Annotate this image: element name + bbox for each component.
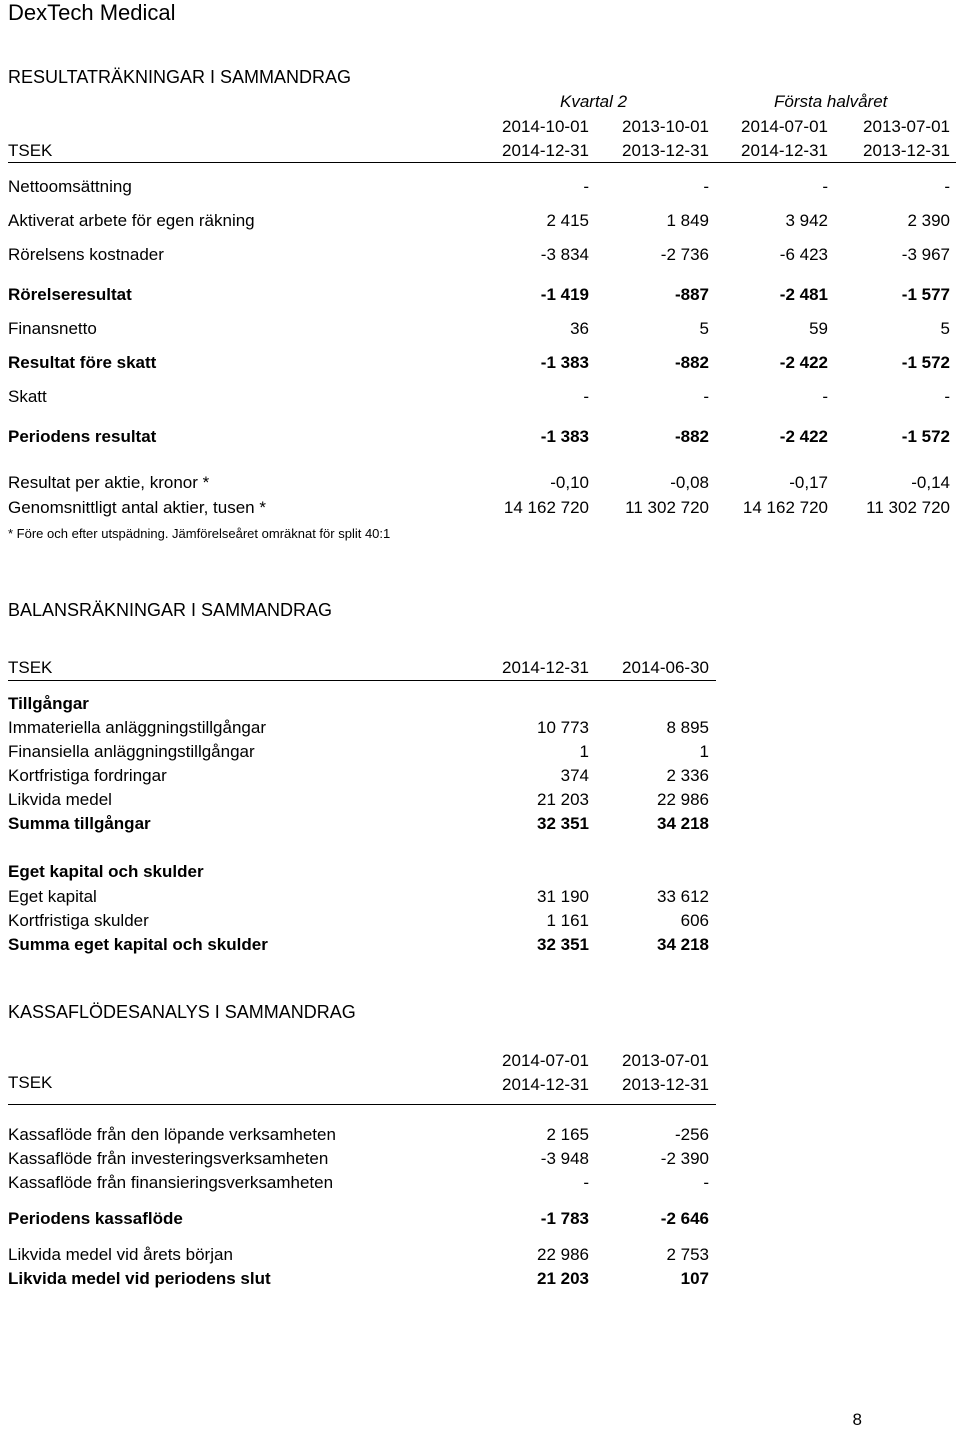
row-label: Kortfristiga skulder	[8, 911, 149, 930]
row-value: 1 161	[546, 911, 589, 930]
footnote: * Före och efter utspädning. Jämförelseåret omräknat för split 40:1	[8, 526, 391, 541]
row-value: 22 986	[537, 1245, 589, 1264]
row-label: Kassaflöde från investeringsverksamheten	[8, 1149, 329, 1168]
row-value: 2 336	[666, 766, 709, 785]
row-value: -1 572	[901, 427, 950, 446]
col-from: 2013-10-01	[622, 117, 709, 136]
row-value: 22 986	[657, 790, 709, 809]
row-value: 5	[940, 319, 950, 338]
row-value: -	[944, 177, 950, 196]
row-label: Likvida medel vid periodens slut	[8, 1269, 271, 1288]
row-label: Kassaflöde från finansieringsverksamheten	[8, 1173, 334, 1192]
row-value: -	[583, 1173, 589, 1192]
row-label: Kassaflöde från den löpande verksamheten	[8, 1125, 336, 1144]
row-value: 10 773	[537, 718, 589, 737]
unit-label: TSEK	[8, 141, 53, 160]
row-value: 33 612	[657, 887, 709, 906]
row-value: 59	[809, 319, 828, 338]
col-to: 2014-12-31	[502, 1075, 589, 1094]
row-value: -256	[674, 1125, 709, 1144]
row-value: 1	[579, 742, 589, 761]
cashflow-title: KASSAFLÖDESANALYS I SAMMANDRAG	[8, 1002, 356, 1022]
row-value: -6 423	[779, 245, 828, 264]
row-value: -882	[674, 353, 709, 372]
row-value: 606	[680, 911, 709, 930]
section-heading: Eget kapital och skulder	[8, 862, 204, 881]
row-value: 2 753	[666, 1245, 709, 1264]
row-label: Finansnetto	[8, 319, 97, 338]
row-value: 21 203	[537, 1269, 589, 1288]
row-label: Resultat per aktie, kronor *	[8, 473, 210, 492]
section-heading: Tillgångar	[8, 694, 89, 713]
col-from: 2014-10-01	[502, 117, 589, 136]
row-label: Aktiverat arbete för egen räkning	[8, 211, 255, 230]
row-value: 2 415	[546, 211, 589, 230]
row-value: -3 834	[540, 245, 589, 264]
row-label: Summa tillgångar	[8, 814, 151, 833]
col-date: 2014-12-31	[502, 658, 589, 677]
row-value: 31 190	[537, 887, 589, 906]
col-date: 2014-06-30	[622, 658, 709, 677]
row-label: Summa eget kapital och skulder	[8, 935, 268, 954]
balance-title: BALANSRÄKNINGAR I SAMMANDRAG	[8, 600, 333, 620]
row-value: -1 383	[540, 427, 589, 446]
row-label: Eget kapital	[8, 887, 97, 906]
row-value: -	[703, 387, 709, 406]
row-value: 21 203	[537, 790, 589, 809]
row-value: -	[822, 177, 828, 196]
col-to: 2013-12-31	[622, 1075, 709, 1094]
row-value: 107	[680, 1269, 709, 1288]
row-value: -0,14	[911, 473, 950, 492]
row-label: Nettoomsättning	[8, 177, 132, 196]
row-label: Finansiella anläggningstillgångar	[8, 742, 255, 761]
row-value: -887	[674, 285, 709, 304]
row-value: -2 422	[779, 353, 828, 372]
row-label: Periodens kassaflöde	[8, 1209, 183, 1228]
row-label: Kortfristiga fordringar	[8, 766, 167, 785]
col-to: 2013-12-31	[622, 141, 709, 160]
row-value: -	[703, 1173, 709, 1192]
company-name: DexTech Medical	[8, 0, 176, 25]
header-rule	[8, 162, 956, 163]
row-label: Rörelseresultat	[8, 285, 132, 304]
row-value: 14 162 720	[742, 498, 828, 517]
row-value: -	[822, 387, 828, 406]
row-value: -1 383	[540, 353, 589, 372]
col-to: 2014-12-31	[502, 141, 589, 160]
row-label: Rörelsens kostnader	[8, 245, 164, 264]
row-value: -	[703, 177, 709, 196]
col-from: 2014-07-01	[741, 117, 828, 136]
row-label: Likvida medel vid årets början	[8, 1245, 233, 1264]
row-value: 34 218	[657, 935, 709, 954]
row-label: Periodens resultat	[8, 427, 157, 446]
row-value: 11 302 720	[866, 498, 950, 517]
row-value: -2 646	[660, 1209, 709, 1228]
row-value: 3 942	[785, 211, 828, 230]
row-value: 374	[560, 766, 589, 785]
col-from: 2013-07-01	[863, 117, 950, 136]
row-value: -	[583, 177, 589, 196]
income-title: RESULTATRÄKNINGAR I SAMMANDRAG	[8, 67, 352, 87]
row-value: -2 390	[660, 1149, 709, 1168]
row-value: -1 577	[901, 285, 950, 304]
col-to: 2014-12-31	[741, 141, 828, 160]
row-value: -1 783	[540, 1209, 589, 1228]
page-number: 8	[852, 1410, 862, 1429]
row-value: -2 422	[779, 427, 828, 446]
col-from: 2013-07-01	[622, 1051, 709, 1070]
group-halvar: Första halvåret	[774, 92, 888, 111]
row-value: 2 165	[546, 1125, 589, 1144]
row-value: -0,08	[670, 473, 709, 492]
row-value: 32 351	[537, 814, 589, 833]
row-value: 14 162 720	[503, 498, 589, 517]
row-value: -0,10	[550, 473, 589, 492]
row-value: 36	[570, 319, 589, 338]
row-label: Genomsnittligt antal aktier, tusen *	[8, 498, 266, 517]
group-kvartal: Kvartal 2	[560, 92, 628, 111]
row-label: Likvida medel	[8, 790, 112, 809]
row-label: Skatt	[8, 387, 47, 406]
unit-label: TSEK	[8, 658, 53, 677]
row-value: 11 302 720	[625, 498, 709, 517]
header-rule	[8, 1104, 716, 1105]
row-value: -2 481	[779, 285, 828, 304]
col-from: 2014-07-01	[502, 1051, 589, 1070]
row-value: 32 351	[537, 935, 589, 954]
row-value: -	[944, 387, 950, 406]
row-value: -3 967	[901, 245, 950, 264]
row-value: -3 948	[540, 1149, 589, 1168]
row-value: 1 849	[666, 211, 709, 230]
row-value: 2 390	[907, 211, 950, 230]
row-value: 34 218	[657, 814, 709, 833]
row-value: -2 736	[660, 245, 709, 264]
row-value: -882	[674, 427, 709, 446]
row-value: -1 419	[540, 285, 589, 304]
row-value: -	[583, 387, 589, 406]
unit-label: TSEK	[8, 1073, 53, 1092]
row-label: Immateriella anläggningstillgångar	[8, 718, 266, 737]
row-value: -0,17	[789, 473, 828, 492]
row-value: 8 895	[666, 718, 709, 737]
col-to: 2013-12-31	[863, 141, 950, 160]
row-value: -1 572	[901, 353, 950, 372]
header-rule	[8, 680, 716, 681]
row-label: Resultat före skatt	[8, 353, 157, 372]
row-value: 1	[699, 742, 709, 761]
row-value: 5	[699, 319, 709, 338]
